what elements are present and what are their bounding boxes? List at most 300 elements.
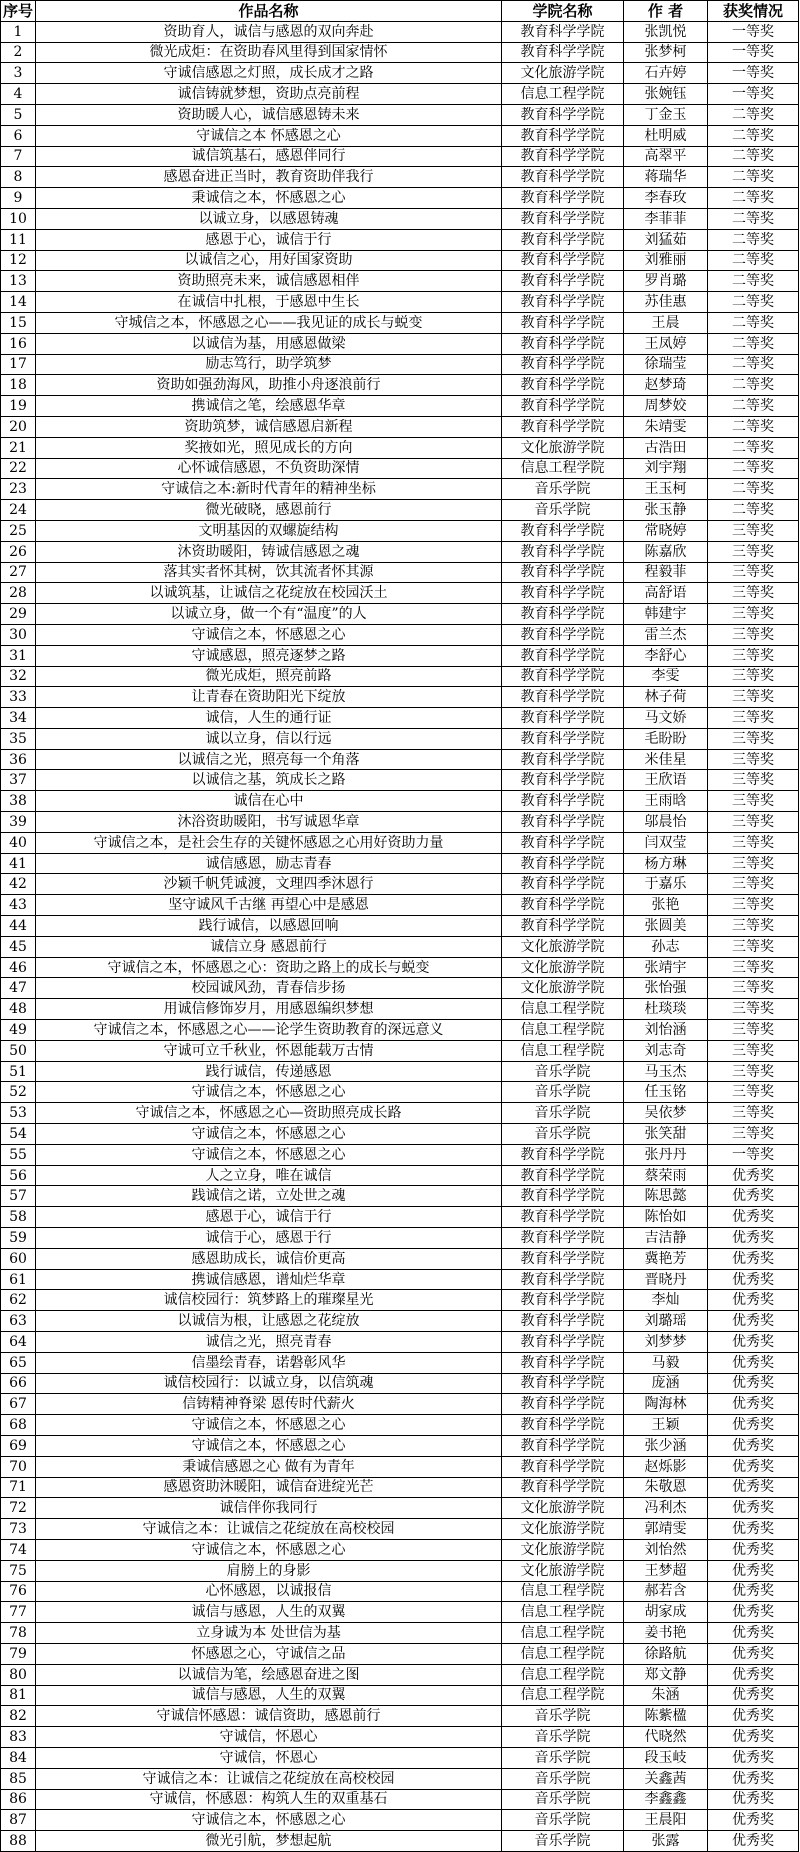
cell-number: 5: [1, 104, 36, 125]
table-row: [1, 666, 799, 687]
cell-award: 优秀奖: [708, 1810, 799, 1831]
table-row: [1, 895, 799, 916]
table-row: [1, 84, 799, 105]
cell-number: 36: [1, 749, 36, 770]
cell-award: 二等奖: [708, 354, 799, 375]
cell-number: 29: [1, 604, 36, 625]
cell-title: 微光引航，梦想起航: [36, 1831, 502, 1852]
cell-title: 以诚信为笔，绘感恩奋进之图: [36, 1664, 502, 1685]
cell-number: 61: [1, 1269, 36, 1290]
cell-author: 姜书艳: [624, 1623, 708, 1644]
cell-title: 肩膀上的身影: [36, 1560, 502, 1581]
cell-author: 张靖宇: [624, 957, 708, 978]
cell-award: 优秀奖: [708, 1831, 799, 1852]
cell-author: 米佳星: [624, 749, 708, 770]
cell-title: 落其实者怀其树，饮其流者怀其源: [36, 562, 502, 583]
cell-title: 资助育人，诚信与感恩的双向奔赴: [36, 21, 502, 42]
cell-award: 二等奖: [708, 312, 799, 333]
cell-college: 信息工程学院: [502, 1643, 624, 1664]
cell-college: 信息工程学院: [502, 1664, 624, 1685]
cell-award: 优秀奖: [708, 1394, 799, 1415]
cell-award: 三等奖: [708, 1061, 799, 1082]
award-table-body: [1, 21, 799, 1851]
cell-title: 诚信校园行：以诚立身，以信筑魂: [36, 1373, 502, 1394]
cell-college: 教育科学学院: [502, 874, 624, 895]
table-row: [1, 916, 799, 937]
cell-author: 张露: [624, 1831, 708, 1852]
cell-number: 9: [1, 188, 36, 209]
table-row: [1, 624, 799, 645]
table-row: [1, 978, 799, 999]
cell-author: 代晓然: [624, 1727, 708, 1748]
table-row: [1, 936, 799, 957]
cell-college: 教育科学学院: [502, 271, 624, 292]
cell-author: 马毅: [624, 1352, 708, 1373]
table-row: [1, 749, 799, 770]
cell-author: 陈紫楹: [624, 1706, 708, 1727]
cell-author: 刘璐瑶: [624, 1311, 708, 1332]
table-row: [1, 1332, 799, 1353]
cell-author: 朱敬恩: [624, 1477, 708, 1498]
cell-award: 优秀奖: [708, 1477, 799, 1498]
cell-author: 王玉柯: [624, 479, 708, 500]
cell-number: 75: [1, 1560, 36, 1581]
cell-author: 闫双莹: [624, 832, 708, 853]
cell-number: 11: [1, 229, 36, 250]
cell-number: 56: [1, 1165, 36, 1186]
cell-number: 22: [1, 458, 36, 479]
cell-author: 常晓婷: [624, 520, 708, 541]
cell-number: 6: [1, 125, 36, 146]
cell-author: 蔡荣雨: [624, 1165, 708, 1186]
table-row: [1, 1415, 799, 1436]
cell-title: 守诚信感恩之灯照，成长成才之路: [36, 63, 502, 84]
table-row: [1, 1103, 799, 1124]
cell-award: 二等奖: [708, 208, 799, 229]
cell-title: 守诚信之本，怀感恩之心—资助照亮成长路: [36, 1103, 502, 1124]
cell-author: 刘雅丽: [624, 250, 708, 271]
cell-number: 67: [1, 1394, 36, 1415]
cell-author: 周梦姣: [624, 396, 708, 417]
cell-title: 沙颖千帆凭诚渡，文理四季沐恩行: [36, 874, 502, 895]
cell-title: 守诚信之本:新时代青年的精神坐标: [36, 479, 502, 500]
cell-college: 教育科学学院: [502, 1435, 624, 1456]
cell-title: 以诚筑基，让诚信之花绽放在校园沃土: [36, 583, 502, 604]
cell-author: 张丹丹: [624, 1144, 708, 1165]
cell-award: 优秀奖: [708, 1290, 799, 1311]
cell-award: 优秀奖: [708, 1581, 799, 1602]
cell-number: 41: [1, 853, 36, 874]
cell-title: 守诚信之本，怀感恩之心: [36, 1539, 502, 1560]
cell-college: 音乐学院: [502, 1061, 624, 1082]
cell-title: 守诚信之本，怀感恩之心: [36, 1435, 502, 1456]
cell-title: 守诚信之本，是社会生存的关键怀感恩之心用好资助力量: [36, 832, 502, 853]
cell-college: 音乐学院: [502, 1124, 624, 1145]
cell-number: 45: [1, 936, 36, 957]
table-row: [1, 1810, 799, 1831]
cell-author: 刘怡涵: [624, 1020, 708, 1041]
cell-author: 杨方琳: [624, 853, 708, 874]
cell-award: 优秀奖: [708, 1435, 799, 1456]
cell-number: 4: [1, 84, 36, 105]
cell-title: 让青春在资助阳光下绽放: [36, 687, 502, 708]
table-row: [1, 1040, 799, 1061]
cell-number: 51: [1, 1061, 36, 1082]
cell-award: 优秀奖: [708, 1727, 799, 1748]
cell-number: 87: [1, 1810, 36, 1831]
table-row: [1, 1747, 799, 1768]
cell-number: 15: [1, 312, 36, 333]
cell-author: 吴依梦: [624, 1103, 708, 1124]
table-row: [1, 250, 799, 271]
header-number: 序号: [1, 1, 36, 22]
table-row: [1, 1207, 799, 1228]
cell-college: 教育科学学院: [502, 1332, 624, 1353]
cell-award: 一等奖: [708, 1144, 799, 1165]
table-row: [1, 42, 799, 63]
cell-author: 李舒心: [624, 645, 708, 666]
cell-author: 朱靖雯: [624, 416, 708, 437]
cell-title: 守诚信之本，怀感恩之心：资助之路上的成长与蜕变: [36, 957, 502, 978]
cell-number: 76: [1, 1581, 36, 1602]
cell-title: 秉诚信感恩之心 做有为青年: [36, 1456, 502, 1477]
cell-number: 65: [1, 1352, 36, 1373]
cell-title: 资助如强劲海风，助推小舟逐浪前行: [36, 375, 502, 396]
cell-author: 杜明威: [624, 125, 708, 146]
table-row: [1, 1290, 799, 1311]
table-row: [1, 1768, 799, 1789]
cell-author: 王梦超: [624, 1560, 708, 1581]
cell-college: 音乐学院: [502, 1831, 624, 1852]
cell-author: 张笑甜: [624, 1124, 708, 1145]
cell-award: 三等奖: [708, 1103, 799, 1124]
cell-title: 诚信伴你我同行: [36, 1498, 502, 1519]
cell-title: 守诚信之本，怀感恩之心: [36, 624, 502, 645]
cell-author: 苏佳惠: [624, 292, 708, 313]
cell-college: 教育科学学院: [502, 1144, 624, 1165]
table-row: [1, 1144, 799, 1165]
cell-title: 守诚信，怀恩心: [36, 1747, 502, 1768]
cell-number: 39: [1, 812, 36, 833]
cell-author: 冯利杰: [624, 1498, 708, 1519]
cell-award: 三等奖: [708, 520, 799, 541]
cell-title: 秉诚信之本，怀感恩之心: [36, 188, 502, 209]
cell-title: 以诚立身，做一个有“温度”的人: [36, 604, 502, 625]
cell-award: 优秀奖: [708, 1602, 799, 1623]
cell-title: 守诚信之本，怀感恩之心: [36, 1144, 502, 1165]
cell-college: 教育科学学院: [502, 229, 624, 250]
cell-author: 张婉钰: [624, 84, 708, 105]
cell-college: 教育科学学院: [502, 1269, 624, 1290]
cell-title: 诚信与感恩，人生的双翼: [36, 1602, 502, 1623]
table-row: [1, 437, 799, 458]
table-row: [1, 167, 799, 188]
cell-award: 优秀奖: [708, 1768, 799, 1789]
cell-number: 48: [1, 999, 36, 1020]
cell-award: 二等奖: [708, 250, 799, 271]
cell-college: 信息工程学院: [502, 1623, 624, 1644]
cell-college: 教育科学学院: [502, 1311, 624, 1332]
cell-number: 72: [1, 1498, 36, 1519]
cell-title: 守诚感恩，照亮逐梦之路: [36, 645, 502, 666]
cell-title: 诚信与感恩，人生的双翼: [36, 1685, 502, 1706]
cell-author: 陶海林: [624, 1394, 708, 1415]
cell-college: 教育科学学院: [502, 375, 624, 396]
table-row: [1, 146, 799, 167]
cell-college: 音乐学院: [502, 1706, 624, 1727]
cell-college: 教育科学学院: [502, 416, 624, 437]
cell-number: 35: [1, 728, 36, 749]
cell-award: 优秀奖: [708, 1248, 799, 1269]
cell-college: 教育科学学院: [502, 708, 624, 729]
cell-college: 教育科学学院: [502, 42, 624, 63]
table-row: [1, 832, 799, 853]
cell-college: 文化旅游学院: [502, 1539, 624, 1560]
cell-author: 李春玫: [624, 188, 708, 209]
cell-number: 28: [1, 583, 36, 604]
cell-award: 三等奖: [708, 562, 799, 583]
cell-number: 2: [1, 42, 36, 63]
cell-college: 教育科学学院: [502, 812, 624, 833]
cell-award: 优秀奖: [708, 1519, 799, 1540]
cell-college: 教育科学学院: [502, 1228, 624, 1249]
cell-author: 郭靖雯: [624, 1519, 708, 1540]
cell-award: 二等奖: [708, 188, 799, 209]
cell-title: 守诚信怀感恩：诚信资助，感恩前行: [36, 1706, 502, 1727]
cell-title: 在诚信中扎根，于感恩中生长: [36, 292, 502, 313]
cell-title: 资助暖人心，诚信感恩铸未来: [36, 104, 502, 125]
cell-number: 24: [1, 500, 36, 521]
cell-title: 立身诚为本 处世信为基: [36, 1623, 502, 1644]
cell-number: 85: [1, 1768, 36, 1789]
cell-author: 庞涵: [624, 1373, 708, 1394]
cell-award: 二等奖: [708, 500, 799, 521]
cell-award: 三等奖: [708, 853, 799, 874]
cell-number: 47: [1, 978, 36, 999]
cell-number: 83: [1, 1727, 36, 1748]
cell-author: 石卉婷: [624, 63, 708, 84]
table-row: [1, 1311, 799, 1332]
header-college: 学院名称: [502, 1, 624, 22]
table-row: [1, 1685, 799, 1706]
cell-number: 80: [1, 1664, 36, 1685]
cell-college: 教育科学学院: [502, 728, 624, 749]
cell-award: 三等奖: [708, 541, 799, 562]
table-row: [1, 583, 799, 604]
cell-college: 教育科学学院: [502, 1415, 624, 1436]
table-row: [1, 125, 799, 146]
cell-college: 教育科学学院: [502, 645, 624, 666]
table-row: [1, 562, 799, 583]
cell-number: 70: [1, 1456, 36, 1477]
cell-award: 优秀奖: [708, 1269, 799, 1290]
cell-college: 教育科学学院: [502, 1248, 624, 1269]
cell-award: 优秀奖: [708, 1207, 799, 1228]
cell-number: 69: [1, 1435, 36, 1456]
cell-award: 三等奖: [708, 1040, 799, 1061]
cell-author: 郑文静: [624, 1664, 708, 1685]
cell-title: 感恩奋进正当时，教育资助伴我行: [36, 167, 502, 188]
table-row: [1, 312, 799, 333]
cell-title: 践行诚信，传递感恩: [36, 1061, 502, 1082]
cell-author: 李鑫鑫: [624, 1789, 708, 1810]
cell-author: 徐瑞莹: [624, 354, 708, 375]
cell-title: 诚信感恩，励志青春: [36, 853, 502, 874]
cell-college: 教育科学学院: [502, 167, 624, 188]
cell-title: 守诚信之本，怀感恩之心: [36, 1082, 502, 1103]
cell-number: 52: [1, 1082, 36, 1103]
table-row: [1, 1020, 799, 1041]
cell-award: 二等奖: [708, 375, 799, 396]
cell-college: 教育科学学院: [502, 666, 624, 687]
cell-author: 于嘉乐: [624, 874, 708, 895]
cell-college: 信息工程学院: [502, 1020, 624, 1041]
cell-author: 毛盼盼: [624, 728, 708, 749]
cell-college: 音乐学院: [502, 1082, 624, 1103]
table-row: [1, 1186, 799, 1207]
cell-number: 10: [1, 208, 36, 229]
cell-college: 文化旅游学院: [502, 1560, 624, 1581]
cell-college: 教育科学学院: [502, 749, 624, 770]
cell-award: 三等奖: [708, 708, 799, 729]
cell-author: 李雯: [624, 666, 708, 687]
cell-award: 优秀奖: [708, 1456, 799, 1477]
cell-title: 资助照亮未来，诚信感恩相伴: [36, 271, 502, 292]
cell-award: 一等奖: [708, 84, 799, 105]
table-row: [1, 1124, 799, 1145]
cell-title: 诚信于心，感恩于行: [36, 1228, 502, 1249]
cell-author: 张凯悦: [624, 21, 708, 42]
cell-author: 冀艳芳: [624, 1248, 708, 1269]
table-row: [1, 1373, 799, 1394]
cell-number: 60: [1, 1248, 36, 1269]
cell-title: 心怀感恩，以诚报信: [36, 1581, 502, 1602]
cell-college: 教育科学学院: [502, 188, 624, 209]
cell-number: 55: [1, 1144, 36, 1165]
cell-title: 守诚信之本 怀感恩之心: [36, 125, 502, 146]
cell-title: 沐浴资助暖阳，书写诚恩华章: [36, 812, 502, 833]
cell-college: 音乐学院: [502, 1747, 624, 1768]
table-row: [1, 396, 799, 417]
cell-award: 三等奖: [708, 583, 799, 604]
cell-author: 朱涵: [624, 1685, 708, 1706]
cell-award: 三等奖: [708, 895, 799, 916]
cell-college: 音乐学院: [502, 1727, 624, 1748]
table-row: [1, 1727, 799, 1748]
cell-number: 31: [1, 645, 36, 666]
table-row: [1, 541, 799, 562]
cell-award: 优秀奖: [708, 1789, 799, 1810]
cell-college: 音乐学院: [502, 1810, 624, 1831]
cell-number: 82: [1, 1706, 36, 1727]
cell-author: 孙志: [624, 936, 708, 957]
cell-author: 杜琰琰: [624, 999, 708, 1020]
table-row: [1, 1228, 799, 1249]
cell-author: 程毅菲: [624, 562, 708, 583]
cell-title: 诚信立身 感恩前行: [36, 936, 502, 957]
cell-number: 26: [1, 541, 36, 562]
cell-number: 30: [1, 624, 36, 645]
cell-number: 66: [1, 1373, 36, 1394]
cell-author: 张玉静: [624, 500, 708, 521]
cell-author: 王晨: [624, 312, 708, 333]
table-row: [1, 1435, 799, 1456]
cell-number: 64: [1, 1332, 36, 1353]
cell-award: 优秀奖: [708, 1747, 799, 1768]
cell-title: 诚信，人生的通行证: [36, 708, 502, 729]
cell-award: 优秀奖: [708, 1165, 799, 1186]
cell-number: 1: [1, 21, 36, 42]
cell-author: 徐路航: [624, 1643, 708, 1664]
cell-title: 诚信校园行：筑梦路上的璀璨星光: [36, 1290, 502, 1311]
cell-number: 63: [1, 1311, 36, 1332]
cell-title: 以诚信为基，用感恩做梁: [36, 333, 502, 354]
cell-award: 二等奖: [708, 125, 799, 146]
cell-college: 教育科学学院: [502, 1456, 624, 1477]
cell-number: 34: [1, 708, 36, 729]
table-row: [1, 1623, 799, 1644]
cell-college: 音乐学院: [502, 1789, 624, 1810]
cell-college: 教育科学学院: [502, 354, 624, 375]
table-row: [1, 1664, 799, 1685]
cell-award: 三等奖: [708, 1124, 799, 1145]
cell-author: 李菲菲: [624, 208, 708, 229]
cell-award: 优秀奖: [708, 1186, 799, 1207]
cell-award: 优秀奖: [708, 1498, 799, 1519]
cell-college: 教育科学学院: [502, 624, 624, 645]
cell-award: 三等奖: [708, 749, 799, 770]
cell-number: 27: [1, 562, 36, 583]
cell-college: 教育科学学院: [502, 687, 624, 708]
cell-author: 王雨晗: [624, 791, 708, 812]
cell-award: 优秀奖: [708, 1332, 799, 1353]
cell-college: 教育科学学院: [502, 1186, 624, 1207]
cell-title: 以诚信为根，让感恩之花绽放: [36, 1311, 502, 1332]
table-row: [1, 271, 799, 292]
cell-college: 音乐学院: [502, 500, 624, 521]
cell-number: 42: [1, 874, 36, 895]
table-row: [1, 520, 799, 541]
table-row: [1, 1269, 799, 1290]
cell-number: 59: [1, 1228, 36, 1249]
cell-title: 以诚信之基，筑成长之路: [36, 770, 502, 791]
cell-college: 教育科学学院: [502, 832, 624, 853]
cell-college: 教育科学学院: [502, 208, 624, 229]
cell-number: 49: [1, 1020, 36, 1041]
cell-title: 文明基因的双螺旋结构: [36, 520, 502, 541]
cell-college: 教育科学学院: [502, 146, 624, 167]
cell-number: 79: [1, 1643, 36, 1664]
header-award: 获奖情况: [708, 1, 799, 22]
cell-title: 守诚信之本，怀感恩之心: [36, 1124, 502, 1145]
cell-title: 守城信之本，怀感恩之心——我见证的成长与蜕变: [36, 312, 502, 333]
cell-college: 教育科学学院: [502, 1373, 624, 1394]
cell-award: 三等奖: [708, 1020, 799, 1041]
cell-number: 73: [1, 1519, 36, 1540]
cell-college: 信息工程学院: [502, 1040, 624, 1061]
cell-college: 文化旅游学院: [502, 63, 624, 84]
cell-award: 优秀奖: [708, 1685, 799, 1706]
header-row: [1, 1, 799, 22]
cell-author: 丁金玉: [624, 104, 708, 125]
cell-award: 二等奖: [708, 271, 799, 292]
cell-number: 57: [1, 1186, 36, 1207]
cell-number: 88: [1, 1831, 36, 1852]
table-row: [1, 1498, 799, 1519]
cell-author: 王欣语: [624, 770, 708, 791]
cell-title: 守诚信之本：让诚信之花绽放在高校校园: [36, 1768, 502, 1789]
cell-author: 张梦柯: [624, 42, 708, 63]
